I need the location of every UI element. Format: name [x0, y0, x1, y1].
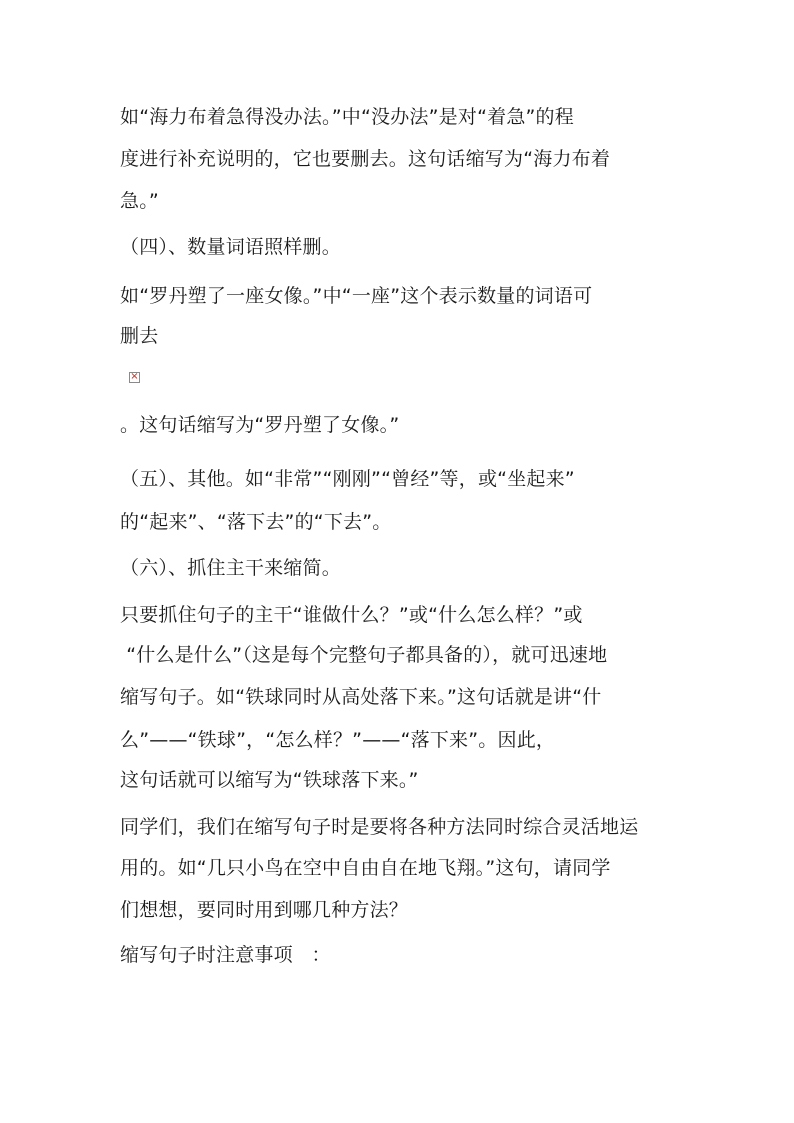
section-heading-notes: 缩写句子时注意事项 ：	[120, 944, 331, 966]
section-heading-4: （四）、数量词语照样删。	[120, 236, 341, 258]
paragraph-line: “什么是什么”（这是每个完整句子都具备的），就可迅速地	[120, 644, 608, 666]
paragraph-line: 们想想，要同时用到哪几种方法？	[120, 899, 409, 921]
paragraph-line: 只要抓住句子的主干“谁做什么？”或“什么怎么样？”或	[120, 604, 583, 626]
paragraph-line: 这句话就可以缩写为“铁球落下来。”	[120, 769, 419, 791]
broken-image-icon: ×	[130, 371, 139, 382]
paragraph-line: 急。”	[120, 190, 159, 212]
paragraph-line: 同学们，我们在缩写句子时是要将各种方法同时综合灵活地运	[120, 816, 639, 838]
section-heading-5: （五）、其他。如“非常”“刚刚”“曾经”等，或“坐起来”	[120, 468, 575, 490]
paragraph-line: 如“罗丹塑了一座女像。”中“一座”这个表示数量的词语可	[120, 285, 593, 307]
paragraph-line: 缩写句子。如“铁球同时从高处落下来。”这句话就是讲“什	[120, 686, 602, 708]
section-heading-6: （六）、抓住主干来缩简。	[120, 557, 341, 579]
paragraph-line: 如“海力布着急得没办法。”中“没办法”是对“着急”的程	[120, 106, 574, 128]
paragraph-line: 度进行补充说明的，它也要删去。这句话缩写为“海力布着	[120, 148, 611, 170]
paragraph-line: 用的。如“几只小鸟在空中自由自在地飞翔。”这句，请同学	[120, 857, 611, 879]
paragraph-line: 的“起来”、“落下去”的“下去”。	[120, 511, 392, 533]
paragraph-line: 删去	[120, 325, 159, 347]
paragraph-line: 。这句话缩写为“罗丹塑了女像。”	[120, 414, 400, 436]
paragraph-line: 么”——“铁球”，“怎么样？”——“落下来”。因此，	[120, 729, 556, 751]
